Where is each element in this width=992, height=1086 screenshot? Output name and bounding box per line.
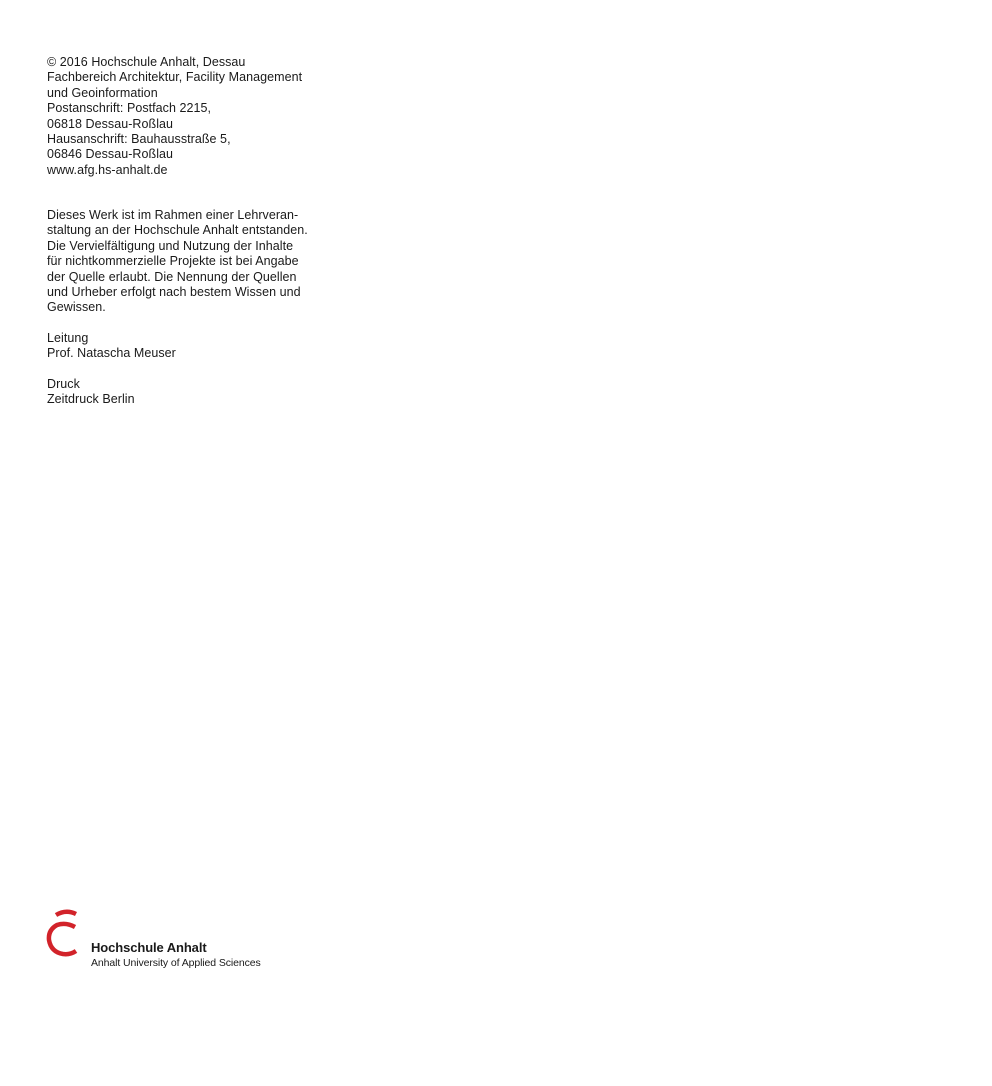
street-city-line: 06846 Dessau-Roßlau <box>47 147 174 162</box>
druck-label: Druck <box>47 377 80 391</box>
postal-address-line: Postanschrift: Postfach 2215, <box>47 101 212 116</box>
license-line: für nichtkommerzielle Projekte ist bei Angabe <box>47 254 299 269</box>
logo-subtitle: Anhalt University of Applied Sciences <box>91 957 261 969</box>
website-link[interactable]: www.afg.hs-anhalt.de <box>47 162 168 177</box>
leitung-name: Prof. Natascha Meuser <box>47 346 176 361</box>
license-line: der Quelle erlaubt. Die Nennung der Quellen <box>47 269 297 284</box>
street-address-line: Hausanschrift: Bauhausstraße 5, <box>47 132 231 147</box>
druck-section <box>47 377 135 408</box>
license-notice <box>47 208 308 316</box>
leitung-section <box>47 331 176 362</box>
license-line: Gewissen. <box>47 300 106 315</box>
copyright-line: © 2016 Hochschule Anhalt, Dessau <box>47 55 246 69</box>
imprint-address <box>47 55 302 178</box>
license-line: Dieses Werk ist im Rahmen einer Lehrveran- <box>47 208 299 222</box>
license-line: staltung an der Hochschule Anhalt entstanden. <box>47 223 308 238</box>
license-line: und Urheber erfolgt nach bestem Wissen und <box>47 285 301 300</box>
logo-name: Hochschule Anhalt <box>91 940 207 955</box>
license-line: Die Vervielfältigung und Nutzung der Inhalte <box>47 238 294 253</box>
hochschule-anhalt-c-logo-icon <box>46 908 80 958</box>
faculty-line: Fachbereich Architektur, Facility Management <box>47 70 303 85</box>
leitung-label: Leitung <box>47 331 89 345</box>
druck-name: Zeitdruck Berlin <box>47 392 135 407</box>
hochschule-anhalt-logo <box>46 908 306 972</box>
postal-city-line: 06818 Dessau-Roßlau <box>47 116 174 131</box>
faculty-line-continued: und Geoinformation <box>47 85 158 100</box>
